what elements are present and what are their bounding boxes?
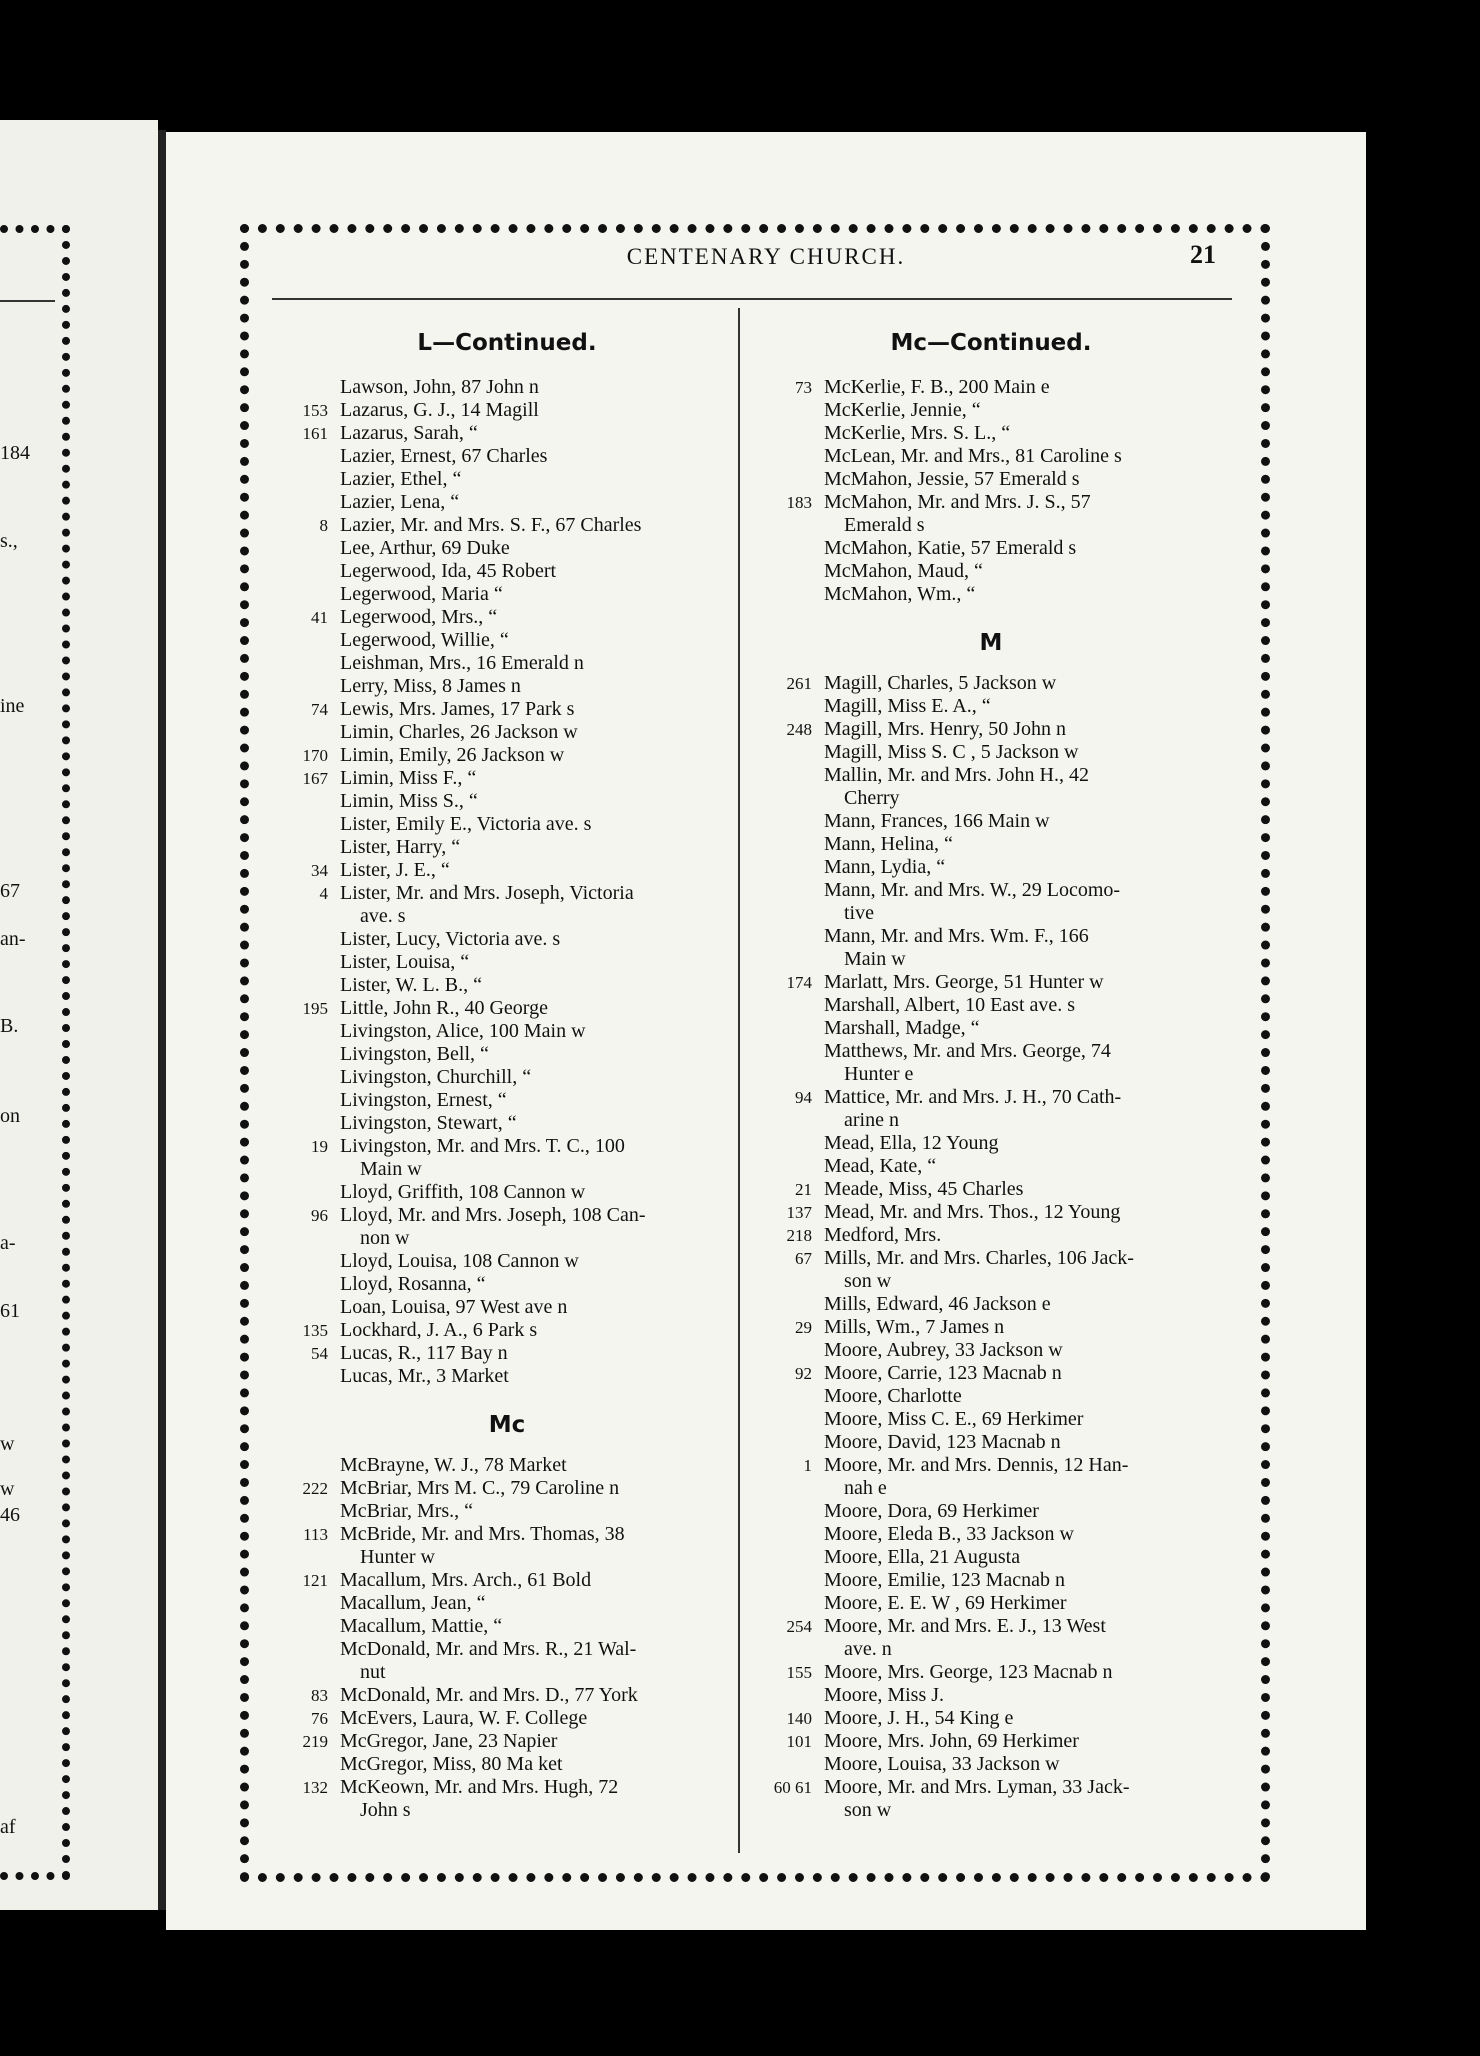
entry-text: Livingston, Alice, 100 Main w: [340, 1020, 586, 1042]
entry-text: Lazier, Mr. and Mrs. S. F., 67 Charles: [340, 514, 642, 536]
member-number: 29: [795, 1318, 812, 1337]
entry-text: Moore, Emilie, 123 Macnab n: [824, 1569, 1066, 1591]
directory-entry: [272, 1776, 742, 1822]
entry-text: McGregor, Jane, 23 Napier: [340, 1730, 558, 1752]
directory-entry: [756, 1201, 1226, 1224]
directory-entry: [756, 1454, 1226, 1500]
directory-entry: [272, 1707, 742, 1730]
entry-text: Macallum, Jean, “: [340, 1592, 486, 1614]
entry-text: Little, John R., 40 George: [340, 997, 548, 1019]
entry-text: Livingston, Mr. and Mrs. T. C., 100: [340, 1135, 625, 1157]
directory-entry: [756, 1086, 1226, 1132]
member-number: 19: [311, 1137, 328, 1156]
directory-entry: [272, 399, 742, 422]
entry-text: McBrayne, W. J., 78 Market: [340, 1454, 567, 1476]
member-number: 96: [311, 1206, 328, 1225]
entry-text: Matthews, Mr. and Mrs. George, 74: [824, 1040, 1111, 1062]
directory-entry: [272, 1319, 742, 1342]
directory-entry: [272, 583, 742, 606]
directory-entry: [756, 833, 1226, 856]
entry-text: Lazier, Lena, “: [340, 491, 460, 513]
left-column: [272, 324, 742, 1822]
directory-entry: [756, 422, 1226, 445]
prev-text-fragment: B.: [0, 1015, 19, 1037]
entry-text: Lister, Lucy, Victoria ave. s: [340, 928, 561, 950]
entry-text: McMahon, Wm., “: [824, 583, 976, 605]
directory-entry: [272, 698, 742, 721]
directory-entry: [272, 974, 742, 997]
directory-entry: [272, 859, 742, 882]
entry-text: Lee, Arthur, 69 Duke: [340, 537, 510, 559]
entry-text: Limin, Charles, 26 Jackson w: [340, 721, 578, 743]
directory-entry: [756, 1408, 1226, 1431]
entry-text: Mills, Wm., 7 James n: [824, 1316, 1005, 1338]
page-header-title: CENTENARY CHURCH.: [626, 244, 906, 269]
directory-entry: [272, 1135, 742, 1181]
entry-text: Lerry, Miss, 8 James n: [340, 675, 521, 697]
entry-text: Lucas, R., 117 Bay n: [340, 1342, 508, 1364]
member-number: 60 61: [773, 1778, 812, 1797]
prev-text-fragment: s.,: [0, 530, 18, 552]
directory-entry: [272, 1592, 742, 1615]
entry-text: Lazier, Ethel, “: [340, 468, 462, 490]
directory-entry: [756, 1776, 1226, 1822]
directory-entry: [756, 1569, 1226, 1592]
directory-entry: [272, 468, 742, 491]
entry-text: McDonald, Mr. and Mrs. D., 77 York: [340, 1684, 638, 1706]
directory-entry: [756, 1684, 1226, 1707]
entry-text: Mead, Mr. and Mrs. Thos., 12 Young: [824, 1201, 1121, 1223]
directory-entry: [756, 1615, 1226, 1661]
directory-entry: [272, 1753, 742, 1776]
entry-text: Lazarus, Sarah, “: [340, 422, 478, 444]
directory-entry: [272, 767, 742, 790]
directory-entry: [272, 560, 742, 583]
entry-text: Livingston, Churchill, “: [340, 1066, 532, 1088]
member-number: 140: [786, 1709, 812, 1728]
member-number: 161: [302, 424, 328, 443]
directory-entry: [272, 928, 742, 951]
directory-entry: [756, 1316, 1226, 1339]
directory-entry: [272, 1181, 742, 1204]
entry-continuation: Main w: [844, 948, 906, 970]
member-number: 8: [319, 516, 328, 535]
directory-entry: [756, 741, 1226, 764]
entry-text: Moore, Miss C. E., 69 Herkimer: [824, 1408, 1084, 1430]
entry-text: Livingston, Ernest, “: [340, 1089, 507, 1111]
entry-text: Loan, Louisa, 97 West ave n: [340, 1296, 568, 1318]
prev-text-fragment: an-: [0, 928, 26, 950]
directory-entry: [272, 951, 742, 974]
entry-text: Moore, David, 123 Macnab n: [824, 1431, 1061, 1453]
entry-text: Livingston, Bell, “: [340, 1043, 489, 1065]
member-number: 113: [303, 1525, 328, 1544]
entry-text: Magill, Miss S. C , 5 Jackson w: [824, 741, 1079, 763]
member-number: 54: [311, 1344, 328, 1363]
member-number: 183: [786, 493, 812, 512]
directory-entry: [756, 445, 1226, 468]
directory-entry: [272, 1043, 742, 1066]
member-number: 248: [786, 720, 812, 739]
member-number: 219: [302, 1732, 328, 1751]
section-heading: L—Continued.: [417, 330, 597, 356]
entry-continuation: John s: [360, 1799, 411, 1821]
directory-entry: [756, 1592, 1226, 1615]
directory-entry: [272, 1089, 742, 1112]
entry-text: Lucas, Mr., 3 Market: [340, 1365, 509, 1387]
entry-text: Moore, Eleda B., 33 Jackson w: [824, 1523, 1074, 1545]
entry-text: Legerwood, Mrs., “: [340, 606, 498, 628]
entry-text: Moore, Louisa, 33 Jackson w: [824, 1753, 1060, 1775]
entry-text: Lawson, John, 87 John n: [340, 376, 539, 398]
section-heading: M: [979, 630, 1003, 656]
entry-text: Mattice, Mr. and Mrs. J. H., 70 Cath-: [824, 1086, 1122, 1108]
directory-entry: [756, 879, 1226, 925]
directory-entry: [756, 1132, 1226, 1155]
entry-text: McKerlie, F. B., 200 Main e: [824, 376, 1050, 398]
directory-entry: [756, 537, 1226, 560]
prev-text-fragment: on: [0, 1105, 20, 1127]
directory-entry: [272, 997, 742, 1020]
entry-text: McBriar, Mrs M. C., 79 Caroline n: [340, 1477, 620, 1499]
directory-entry: [272, 422, 742, 445]
directory-entry: [756, 1661, 1226, 1684]
directory-entry: [272, 882, 742, 928]
member-number: 94: [795, 1088, 812, 1107]
entry-text: Moore, Ella, 21 Augusta: [824, 1546, 1021, 1568]
member-number: 174: [786, 973, 812, 992]
directory-entry: [756, 1155, 1226, 1178]
book-gutter: [158, 130, 166, 1910]
member-number: 167: [302, 769, 328, 788]
member-number: 218: [786, 1226, 812, 1245]
entry-text: Lister, J. E., “: [340, 859, 450, 881]
entry-text: Magill, Charles, 5 Jackson w: [824, 672, 1057, 694]
directory-entry: [756, 491, 1226, 537]
member-number: 92: [795, 1364, 812, 1383]
entry-text: Magill, Mrs. Henry, 50 John n: [824, 718, 1067, 740]
entry-text: Moore, Mrs. John, 69 Herkimer: [824, 1730, 1079, 1752]
directory-entry: [756, 1362, 1226, 1385]
directory-entry: [756, 810, 1226, 833]
directory-entry: [272, 1638, 742, 1684]
entry-text: Legerwood, Willie, “: [340, 629, 509, 651]
entry-continuation: Emerald s: [844, 514, 925, 536]
entry-continuation: son w: [844, 1270, 892, 1292]
entry-text: Moore, Charlotte: [824, 1385, 962, 1407]
entry-text: Moore, Aubrey, 33 Jackson w: [824, 1339, 1063, 1361]
prev-text-fragment: a-: [0, 1232, 16, 1254]
entry-text: Moore, J. H., 54 King e: [824, 1707, 1014, 1729]
entry-continuation: ave. n: [844, 1638, 892, 1660]
entry-text: Macallum, Mrs. Arch., 61 Bold: [340, 1569, 592, 1591]
member-number: 170: [302, 746, 328, 765]
directory-entry: [756, 583, 1226, 606]
prev-text-fragment: 61: [0, 1300, 20, 1322]
entry-text: Marshall, Madge, “: [824, 1017, 980, 1039]
entry-text: Lister, Louisa, “: [340, 951, 470, 973]
member-number: 155: [786, 1663, 812, 1682]
entry-text: Mann, Helina, “: [824, 833, 953, 855]
entry-text: Limin, Emily, 26 Jackson w: [340, 744, 565, 766]
entry-text: Mann, Mr. and Mrs. Wm. F., 166: [824, 925, 1089, 947]
prev-page-border-right: [62, 225, 70, 1880]
entry-text: McKerlie, Mrs. S. L., “: [824, 422, 1011, 444]
entry-continuation: Main w: [360, 1158, 422, 1180]
prev-text-fragment: 184: [0, 442, 30, 464]
prev-page-rule: [0, 300, 55, 302]
directory-entry: [272, 1454, 742, 1477]
member-number: 1: [803, 1456, 812, 1475]
entry-text: Marlatt, Mrs. George, 51 Hunter w: [824, 971, 1104, 993]
section-heading: Mc: [488, 1412, 526, 1438]
directory-entry: [272, 1342, 742, 1365]
directory-entry: [756, 925, 1226, 971]
entry-continuation: Cherry: [844, 787, 900, 809]
header-rule: [272, 298, 1232, 300]
member-number: 153: [302, 401, 328, 420]
entry-continuation: Hunter w: [360, 1546, 435, 1568]
entry-text: Macallum, Mattie, “: [340, 1615, 503, 1637]
directory-entry: [272, 1684, 742, 1707]
member-number: 135: [302, 1321, 328, 1340]
member-number: 41: [311, 608, 328, 627]
entry-text: McDonald, Mr. and Mrs. R., 21 Wal-: [340, 1638, 637, 1660]
member-number: 4: [319, 884, 328, 903]
directory-entry: [272, 376, 742, 399]
prev-page-border-top: [0, 225, 70, 233]
entry-text: Limin, Miss S., “: [340, 790, 478, 812]
member-number: 121: [302, 1571, 328, 1590]
directory-entry: [756, 1247, 1226, 1293]
entry-continuation: Hunter e: [844, 1063, 914, 1085]
directory-entry: [272, 537, 742, 560]
entry-text: McMahon, Mr. and Mrs. J. S., 57: [824, 491, 1091, 513]
entry-text: Mann, Frances, 166 Main w: [824, 810, 1050, 832]
entry-continuation: arine n: [844, 1109, 899, 1131]
directory-entry: [756, 468, 1226, 491]
entry-text: Lloyd, Louisa, 108 Cannon w: [340, 1250, 579, 1272]
entry-text: Lloyd, Griffith, 108 Cannon w: [340, 1181, 586, 1203]
entry-text: McMahon, Maud, “: [824, 560, 983, 582]
entry-text: Lister, W. L. B., “: [340, 974, 482, 996]
page-number: 21: [1190, 240, 1216, 269]
entry-text: Lister, Emily E., Victoria ave. s: [340, 813, 592, 835]
directory-entry: [272, 1477, 742, 1500]
entry-text: Mead, Ella, 12 Young: [824, 1132, 999, 1154]
entry-text: Moore, Mr. and Mrs. E. J., 13 West: [824, 1615, 1106, 1637]
directory-entry: [272, 790, 742, 813]
entry-continuation: non w: [360, 1227, 410, 1249]
entry-continuation: son w: [844, 1799, 892, 1821]
entry-text: McKerlie, Jennie, “: [824, 399, 981, 421]
entry-text: Lockhard, J. A., 6 Park s: [340, 1319, 538, 1341]
directory-entry: [756, 1040, 1226, 1086]
directory-entry: [756, 1707, 1226, 1730]
directory-entry: [756, 1431, 1226, 1454]
entry-text: Legerwood, Maria “: [340, 583, 503, 605]
entry-text: Livingston, Stewart, “: [340, 1112, 517, 1134]
section-heading: Mc—Continued.: [890, 330, 1092, 356]
entry-text: Magill, Miss E. A., “: [824, 695, 991, 717]
directory-entry: [272, 675, 742, 698]
directory-entry: [756, 560, 1226, 583]
member-number: 76: [311, 1709, 328, 1728]
member-number: 67: [795, 1249, 812, 1268]
entry-text: Moore, Mrs. George, 123 Macnab n: [824, 1661, 1113, 1683]
directory-entry: [272, 1500, 742, 1523]
directory-entry: [272, 1112, 742, 1135]
member-number: 137: [786, 1203, 812, 1222]
entry-text: Marshall, Albert, 10 East ave. s: [824, 994, 1076, 1016]
entry-text: Lister, Mr. and Mrs. Joseph, Victoria: [340, 882, 634, 904]
directory-entry: [272, 606, 742, 629]
directory-entry: [756, 1385, 1226, 1408]
entry-continuation: nah e: [844, 1477, 887, 1499]
directory-entry: [756, 1546, 1226, 1569]
entry-text: Moore, Mr. and Mrs. Dennis, 12 Han-: [824, 1454, 1129, 1476]
member-number: 261: [786, 674, 812, 693]
directory-entry: [272, 744, 742, 767]
entry-text: McMahon, Jessie, 57 Emerald s: [824, 468, 1080, 490]
entry-text: Mead, Kate, “: [824, 1155, 937, 1177]
member-number: 222: [302, 1479, 328, 1498]
directory-entry: [272, 813, 742, 836]
directory-entry: [756, 1178, 1226, 1201]
entry-text: Mann, Mr. and Mrs. W., 29 Locomo-: [824, 879, 1121, 901]
member-number: 21: [795, 1180, 812, 1199]
entry-text: Mills, Mr. and Mrs. Charles, 106 Jack-: [824, 1247, 1134, 1269]
directory-entry: [756, 1730, 1226, 1753]
entry-text: McBride, Mr. and Mrs. Thomas, 38: [340, 1523, 625, 1545]
directory-entry: [272, 445, 742, 468]
directory-entry: [272, 836, 742, 859]
entry-text: Lloyd, Rosanna, “: [340, 1273, 486, 1295]
entry-text: Moore, Carrie, 123 Macnab n: [824, 1362, 1062, 1384]
directory-entry: [756, 695, 1226, 718]
directory-entry: [272, 721, 742, 744]
prev-text-fragment: 46: [0, 1504, 20, 1526]
entry-text: Lazarus, G. J., 14 Magill: [340, 399, 539, 421]
member-number: 254: [786, 1617, 812, 1636]
entry-text: Moore, Mr. and Mrs. Lyman, 33 Jack-: [824, 1776, 1130, 1798]
directory-entry: [756, 1293, 1226, 1316]
directory-entry: [272, 1365, 742, 1388]
prev-text-fragment: w: [0, 1433, 15, 1455]
entry-text: Lister, Harry, “: [340, 836, 461, 858]
entry-text: Legerwood, Ida, 45 Robert: [340, 560, 557, 582]
directory-entry: [272, 652, 742, 675]
prev-text-fragment: ine: [0, 695, 25, 717]
prev-text-fragment: w: [0, 1478, 15, 1500]
entry-text: McLean, Mr. and Mrs., 81 Caroline s: [824, 445, 1122, 467]
prev-page-border-bottom: [0, 1872, 70, 1880]
entry-text: McEvers, Laura, W. F. College: [340, 1707, 588, 1729]
directory-entry: [272, 1250, 742, 1273]
directory-entry: [756, 1753, 1226, 1776]
directory-entry: [756, 994, 1226, 1017]
entry-text: Mallin, Mr. and Mrs. John H., 42: [824, 764, 1089, 786]
directory-entry: [272, 1569, 742, 1592]
directory-entry: [756, 1500, 1226, 1523]
directory-entry: [756, 718, 1226, 741]
directory-entry: [272, 1066, 742, 1089]
entry-text: Lazier, Ernest, 67 Charles: [340, 445, 548, 467]
directory-entry: [272, 1296, 742, 1319]
directory-entry: [272, 629, 742, 652]
directory-entry: [756, 1339, 1226, 1362]
directory-entry: [756, 856, 1226, 879]
entry-text: Mann, Lydia, “: [824, 856, 946, 878]
directory-entry: [756, 1017, 1226, 1040]
member-number: 195: [302, 999, 328, 1018]
entry-text: Moore, Miss J.: [824, 1684, 945, 1706]
member-number: 73: [795, 378, 812, 397]
directory-entry: [272, 1020, 742, 1043]
entry-text: McGregor, Miss, 80 Ma ket: [340, 1753, 563, 1775]
member-number: 83: [311, 1686, 328, 1705]
previous-page-fragment: [0, 120, 158, 1910]
prev-text-fragment: 67: [0, 880, 20, 902]
directory-entry: [756, 376, 1226, 399]
directory-entry: [272, 514, 742, 537]
entry-text: Medford, Mrs.: [824, 1224, 942, 1246]
directory-page: [166, 132, 1366, 1930]
entry-text: Mills, Edward, 46 Jackson e: [824, 1293, 1051, 1315]
entry-text: Lewis, Mrs. James, 17 Park s: [340, 698, 575, 720]
entry-continuation: tive: [844, 902, 874, 924]
entry-text: Meade, Miss, 45 Charles: [824, 1178, 1024, 1200]
entry-text: McMahon, Katie, 57 Emerald s: [824, 537, 1077, 559]
directory-entry: [272, 491, 742, 514]
right-column: [756, 324, 1226, 1822]
directory-entry: [756, 672, 1226, 695]
directory-entry: [272, 1523, 742, 1569]
member-number: 132: [302, 1778, 328, 1797]
directory-entry: [756, 1224, 1226, 1247]
entry-text: McBriar, Mrs., “: [340, 1500, 474, 1522]
entry-text: Leishman, Mrs., 16 Emerald n: [340, 652, 584, 674]
directory-entry: [756, 971, 1226, 994]
directory-entry: [272, 1273, 742, 1296]
entry-text: Moore, Dora, 69 Herkimer: [824, 1500, 1039, 1522]
entry-continuation: ave. s: [360, 905, 406, 927]
prev-text-fragment: af: [0, 1816, 16, 1838]
member-number: 74: [311, 700, 328, 719]
directory-entry: [272, 1730, 742, 1753]
directory-entry: [272, 1615, 742, 1638]
entry-continuation: nut: [360, 1661, 386, 1683]
directory-entry: [756, 1523, 1226, 1546]
entry-text: Limin, Miss F., “: [340, 767, 477, 789]
entry-text: Moore, E. E. W , 69 Herkimer: [824, 1592, 1067, 1614]
entry-text: McKeown, Mr. and Mrs. Hugh, 72: [340, 1776, 619, 1798]
directory-entry: [756, 764, 1226, 810]
member-number: 34: [311, 861, 328, 880]
directory-entry: [272, 1204, 742, 1250]
entry-text: Lloyd, Mr. and Mrs. Joseph, 108 Can-: [340, 1204, 646, 1226]
directory-entry: [756, 399, 1226, 422]
member-number: 101: [786, 1732, 812, 1751]
